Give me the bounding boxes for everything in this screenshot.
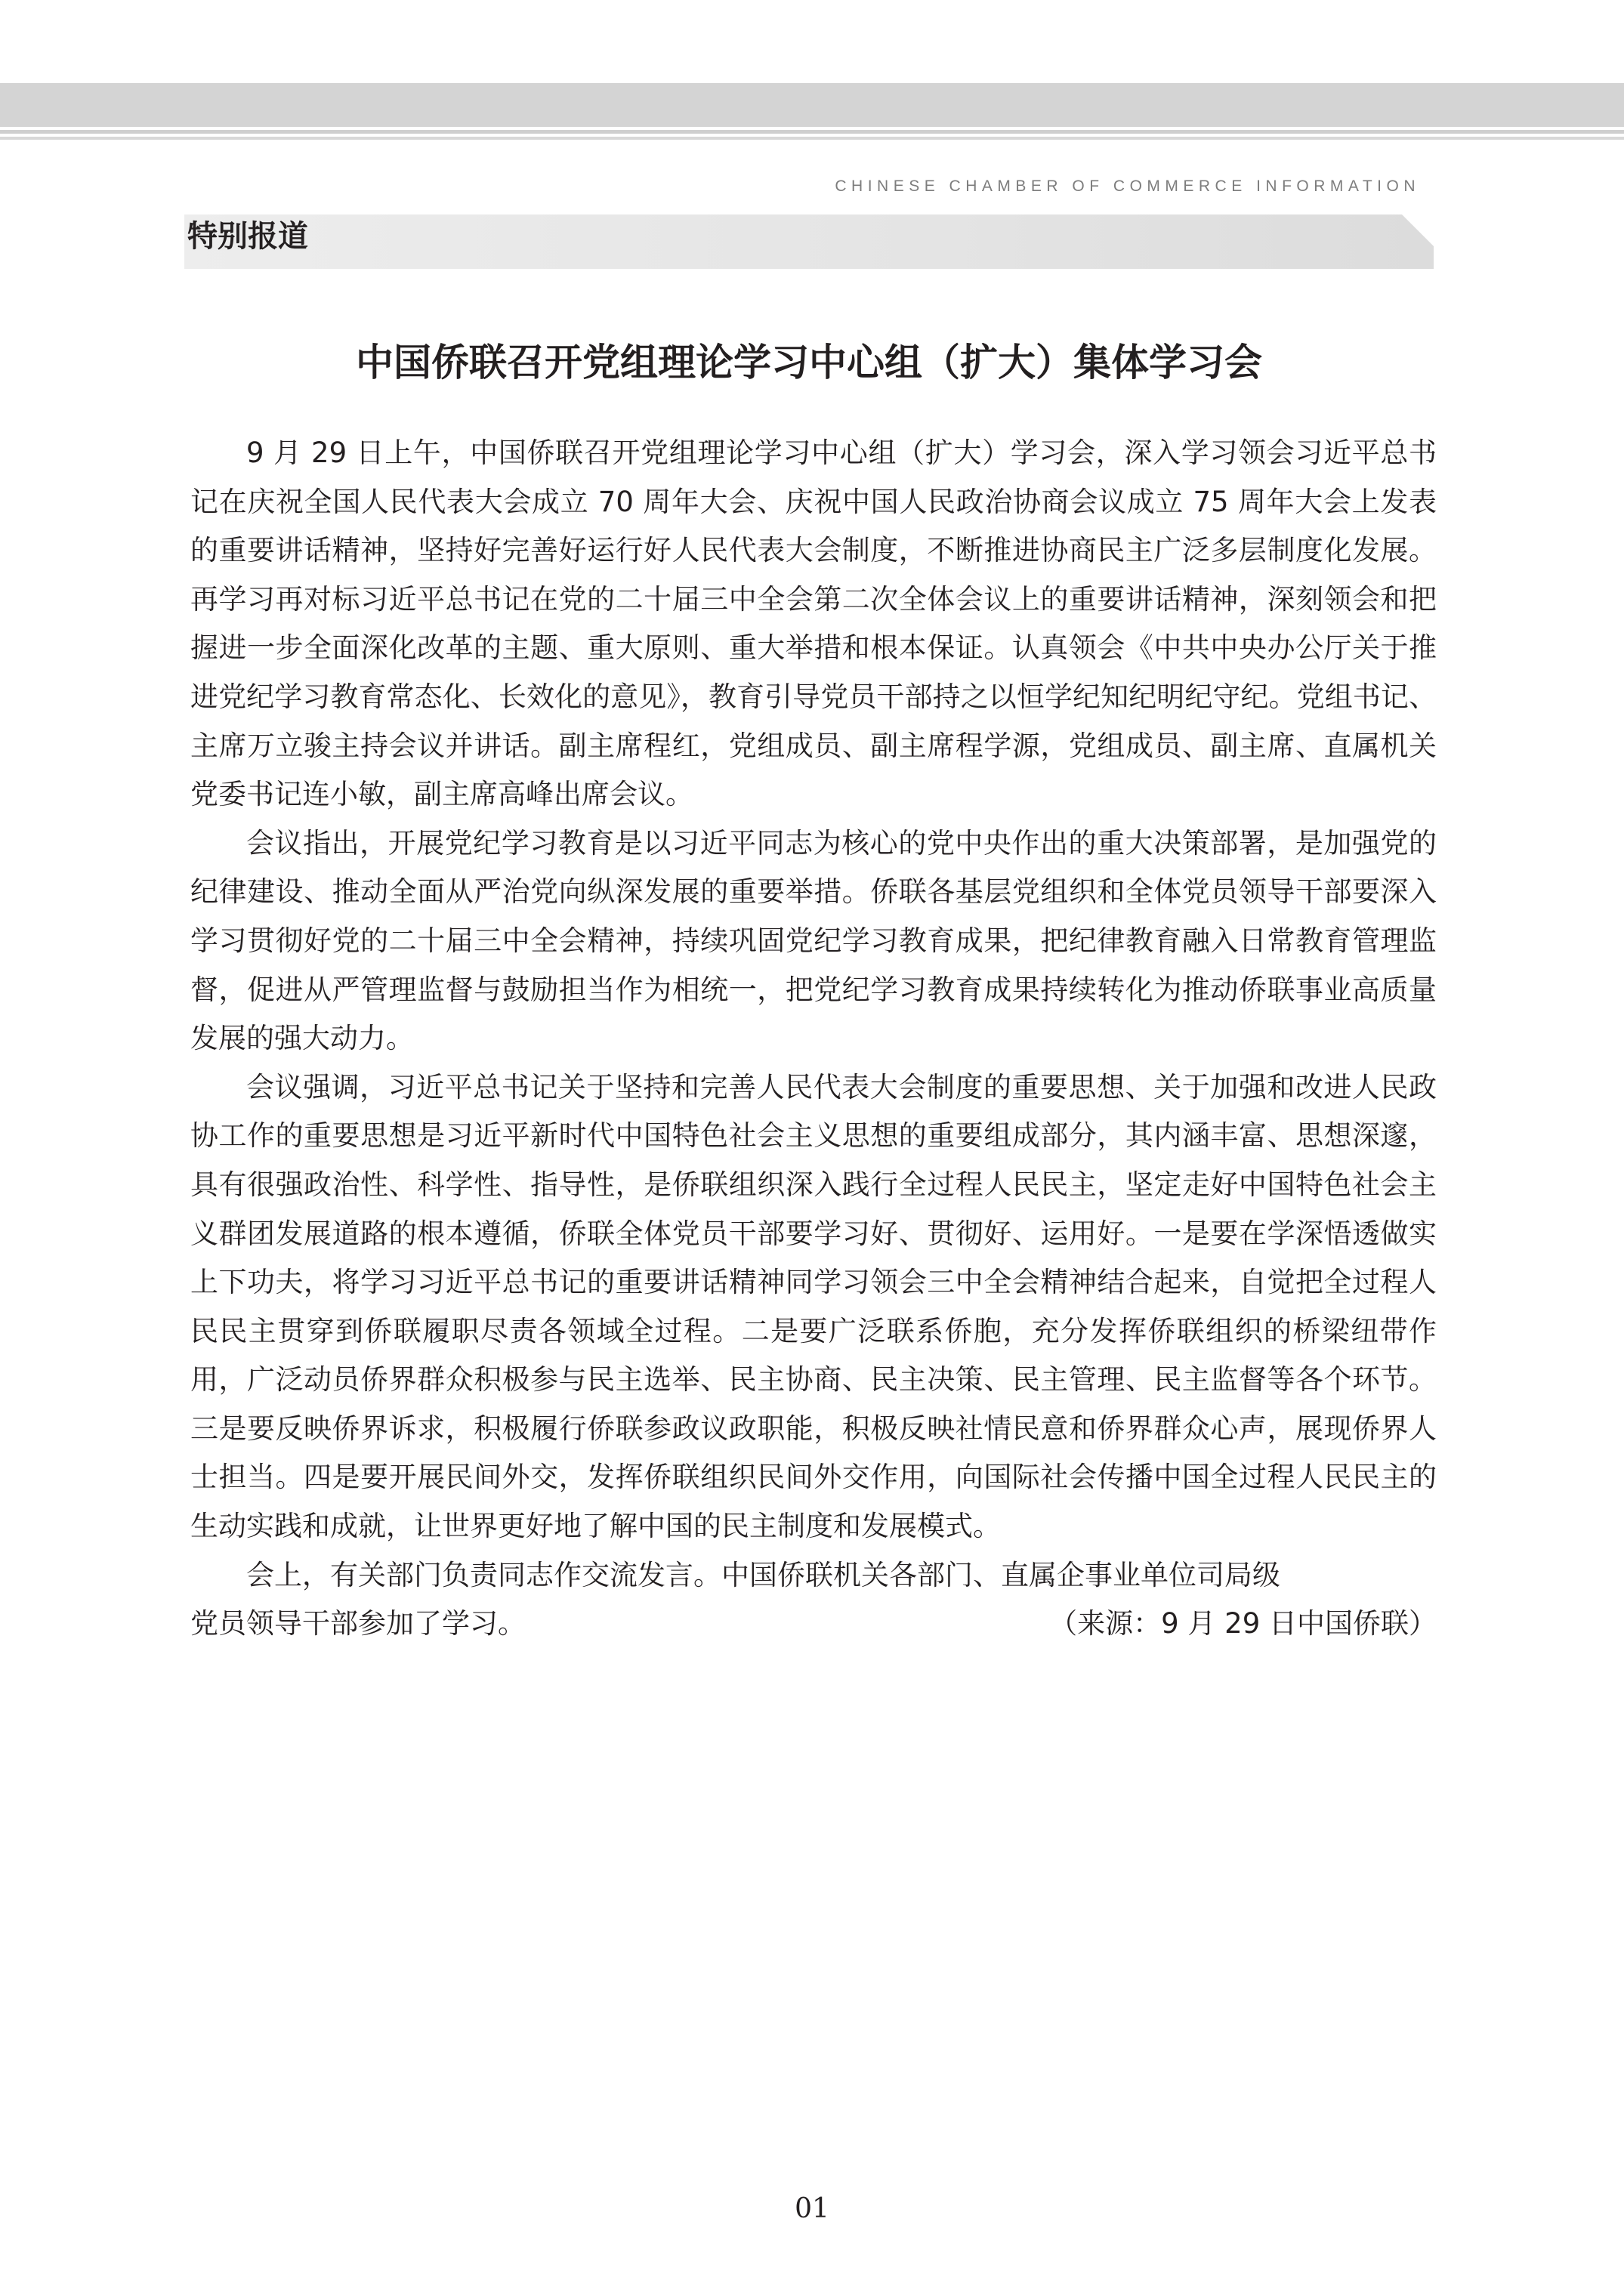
page-number: 01 — [795, 2193, 829, 2224]
article-title: 中国侨联召开党组理论学习中心组（扩大）集体学习会 — [356, 341, 1262, 384]
paragraph-4-text-1: 会上，有关部门负责同志作交流发言。中国侨联机关各部门、直属企事业单位司局级 — [246, 1558, 1280, 1591]
paragraph-2: 会议指出，开展党纪学习教育是以习近平同志为核心的党中央作出的重大决策部署，是加强党的纪律建设、推动全面从严治党向纵深发展的重要举措。侨联各基层党组织和全体党员领导干部要深入学习贯彻好党的二十届三中全会精神，持续巩固党纪学习教育成果，把纪律教育融入日常教育管理监督，促进从严管理监督与鼓励担当作为相统一，把党纪学习教育成果持续转化为推动侨联事业高质量发展的强大动力。 — [190, 826, 1437, 1055]
paragraph-4-line-1 — [190, 1551, 1437, 1600]
header-band — [0, 83, 1624, 195]
paragraph-1: 9 月 29 日上午，中国侨联召开党组理论学习中心组（扩大）学习会，深入学习领会习近平总书记在庆祝全国人民代表大会成立 70 周年大会、庆祝中国人民政治协商会议成立 75 周年大会上发表的重要讲话精神，坚持好完善好运行好人民代表大会制度，不断推进协商民主广泛多层制度化发展。再学习再对标习近平总书记在党的二十届三中全会第二次全体会议上的重要讲话精神，深刻领会和把握进一步全面深化改革的主题、重大原则、重大举措和根本保证。认真领会《中共中央办公厅关于推进党纪学习教育常态化、长效化的意见》，教育引导党员干部持之以恒学纪知纪明纪守纪。党组书记、主席万立骏主持会议并讲话。副主席程红，党组成员、副主席程学源，党组成员、副主席、直属机关党委书记连小敏，副主席高峰出席会议。 — [190, 437, 1437, 811]
header-divider-secondary — [0, 137, 1624, 140]
header-divider — [0, 130, 1624, 134]
section-label: 特别报道 — [187, 218, 308, 254]
paragraph-4-text-2: 党员领导干部参加了学习。 — [190, 1607, 526, 1640]
paragraph-4-line-2 — [190, 1600, 1437, 1649]
section-tab — [184, 214, 1434, 269]
article-body — [190, 429, 1437, 1649]
source-note: （来源：9 月 29 日中国侨联） — [1049, 1607, 1437, 1640]
publication-name: CHINESE CHAMBER OF COMMERCE INFORMATION — [835, 177, 1420, 195]
paragraph-3: 会议强调，习近平总书记关于坚持和完善人民代表大会制度的重要思想、关于加强和改进人民政协工作的重要思想是习近平新时代中国特色社会主义思想的重要组成部分，其内涵丰富、思想深邃，具有很强政治性、科学性、指导性，是侨联组织深入践行全过程人民民主，坚定走好中国特色社会主义群团发展道路的根本遵循，侨联全体党员干部要学习好、贯彻好、运用好。一是要在学深悟透做实上下功夫，将学习习近平总书记的重要讲话精神同学习领会三中全会精神结合起来，自觉把全过程人民民主贯穿到侨联履职尽责各领域全过程。二是要广泛联系侨胞，充分发挥侨联组织的桥梁纽带作用，广泛动员侨界群众积极参与民主选举、民主协商、民主决策、民主管理、民主监督等各个环节。三是要反映侨界诉求，积极履行侨联参政议政职能，积极反映社情民意和侨界群众心声，展现侨界人士担当。四是要开展民间外交，发挥侨联组织民间外交作用，向国际社会传播中国全过程人民民主的生动实践和成就，让世界更好地了解中国的民主制度和发展模式。 — [190, 1070, 1437, 1543]
